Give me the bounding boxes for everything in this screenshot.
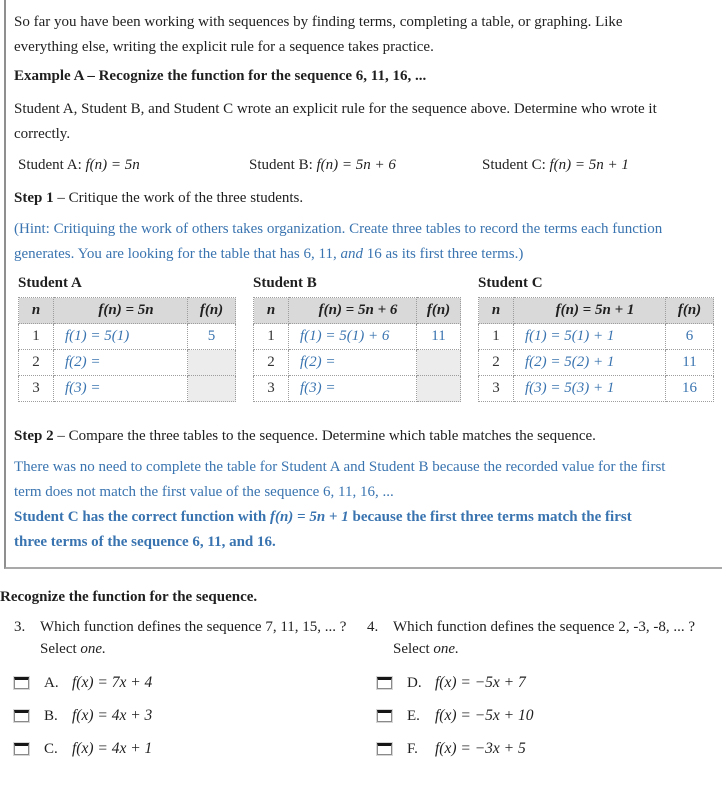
table-header-row: [479, 298, 714, 324]
question-3-text-line: [14, 616, 354, 638]
option-a: [14, 672, 354, 694]
student-b-formula: f(n) = 5n + 6: [316, 157, 396, 173]
exercise-section-heading: Recognize the function for the sequence.: [0, 589, 258, 605]
cell-fn: 16: [666, 376, 714, 402]
cell-fn-empty: [188, 350, 236, 376]
option-e-letter: E.: [407, 707, 420, 724]
option-b: [14, 705, 354, 727]
checkbox-icon[interactable]: [14, 677, 29, 689]
option-e: [377, 705, 534, 727]
task-line-2: correctly.: [14, 126, 71, 142]
header-fn: f(n): [188, 298, 236, 324]
cell-fn-empty: [188, 376, 236, 402]
student-c-label: Student C:: [482, 157, 550, 173]
student-c-table: [478, 297, 714, 402]
hint-paragraph: [14, 217, 714, 267]
student-a-formula: f(n) = 5n: [85, 157, 140, 173]
question-4: [354, 616, 695, 660]
student-c-table-title: Student C: [478, 275, 543, 291]
questions-row: [0, 616, 722, 660]
option-c-formula: f(x) = 4x + 1: [72, 740, 153, 757]
select-one-label: one.: [80, 641, 106, 657]
cell-fn: 5: [188, 324, 236, 350]
cell-rule: f(2) =: [54, 350, 188, 376]
question-3-text: Which function defines the sequence 7, 11, 15, ... ?: [40, 619, 347, 635]
student-b-table: [253, 297, 461, 402]
cell-fn: 11: [666, 350, 714, 376]
question-4-select-line: [367, 638, 695, 660]
question-4-text-line: [367, 616, 695, 638]
table-row: [479, 324, 714, 350]
step-1-heading: [14, 186, 714, 211]
table-row: [19, 324, 236, 350]
cell-rule: f(2) = 5(2) + 1: [514, 350, 666, 376]
header-fn: f(n): [666, 298, 714, 324]
conclusion-line-1: [14, 505, 714, 530]
option-e-formula: f(x) = −5x + 10: [435, 707, 534, 724]
student-b-rule: [249, 153, 482, 178]
cell-fn: 11: [417, 324, 461, 350]
table-row: [479, 376, 714, 402]
step-1-text: – Critique the work of the three students.: [53, 190, 304, 206]
table-header-row: [19, 298, 236, 324]
option-a-letter: A.: [44, 674, 59, 691]
cell-n: 3: [254, 376, 289, 402]
student-c-rule: [482, 153, 629, 178]
header-rule: f(n) = 5n: [54, 298, 188, 324]
step-2-label: Step 2: [14, 428, 54, 444]
header-n: n: [479, 298, 514, 324]
cell-n: 1: [479, 324, 514, 350]
cell-rule: f(2) =: [289, 350, 417, 376]
student-b-table-block: [253, 273, 461, 402]
checkbox-icon[interactable]: [14, 710, 29, 722]
select-one-label: one.: [433, 641, 459, 657]
option-f: [377, 738, 534, 760]
student-a-table-block: [18, 273, 236, 402]
hint-line-2: [14, 242, 714, 267]
cell-fn-empty: [417, 350, 461, 376]
select-label: Select: [40, 641, 81, 657]
step-2-text: – Compare the three tables to the sequence. Determine which table matches the sequence.: [53, 428, 596, 444]
example-panel: [4, 0, 722, 569]
table-header-row: [254, 298, 461, 324]
cell-n: 1: [254, 324, 289, 350]
question-3-number: 3.: [14, 619, 26, 635]
example-a-heading: Example A – Recognize the function for the sequence 6, 11, 16, ...: [14, 68, 427, 84]
student-tables-row: [14, 273, 714, 402]
cell-n: 3: [19, 376, 54, 402]
intro-line-1: So far you have been working with sequences by finding terms, completing a table, or graphing. Like: [14, 14, 623, 30]
cell-n: 2: [19, 350, 54, 376]
table-row: [19, 376, 236, 402]
question-3-select-line: [14, 638, 354, 660]
option-b-formula: f(x) = 4x + 3: [72, 707, 153, 724]
cell-n: 1: [19, 324, 54, 350]
cell-rule: f(1) = 5(1): [54, 324, 188, 350]
checkbox-icon[interactable]: [377, 743, 392, 755]
option-a-formula: f(x) = 7x + 4: [72, 674, 153, 691]
option-b-letter: B.: [44, 707, 58, 724]
note-paragraph: [14, 455, 714, 505]
header-n: n: [254, 298, 289, 324]
checkbox-icon[interactable]: [377, 710, 392, 722]
hint-line-2-pre: generates. You are looking for the table that has 6, 11,: [14, 246, 341, 262]
note-line-1: There was no need to complete the table for Student A and Student B because the recorded value for the first: [14, 459, 666, 475]
student-rules-row: [14, 153, 714, 178]
question-3-options: [0, 672, 354, 771]
option-c: [14, 738, 354, 760]
step-1-label: Step 1: [14, 190, 54, 206]
cell-rule: f(1) = 5(1) + 6: [289, 324, 417, 350]
option-d: [377, 672, 534, 694]
question-3: [0, 616, 354, 660]
table-row: [254, 324, 461, 350]
option-f-letter: F.: [407, 740, 418, 757]
note-line-2: term does not match the first value of the sequence 6, 11, 16, ...: [14, 484, 394, 500]
cell-rule: f(3) =: [54, 376, 188, 402]
student-b-label: Student B:: [249, 157, 317, 173]
task-paragraph: [14, 97, 714, 147]
student-c-table-block: [478, 273, 714, 402]
student-b-table-title: Student B: [253, 275, 317, 291]
header-rule: f(n) = 5n + 1: [514, 298, 666, 324]
hint-line-1: (Hint: Critiquing the work of others takes organization. Create three tables to record the terms each function: [14, 221, 663, 237]
conclusion-pre: Student C has the correct function with: [14, 509, 270, 525]
task-line-1: Student A, Student B, and Student C wrote an explicit rule for the sequence above. Determine who wrote it: [14, 101, 657, 117]
cell-fn: 6: [666, 324, 714, 350]
conclusion-formula: f(n) = 5n + 1: [269, 509, 349, 525]
option-f-formula: f(x) = −3x + 5: [435, 740, 526, 757]
header-fn: f(n): [417, 298, 461, 324]
step-2-heading: [14, 424, 714, 449]
question-4-options: [354, 672, 534, 771]
header-rule: f(n) = 5n + 6: [289, 298, 417, 324]
hint-line-2-post: 16 as its first three terms.): [362, 246, 524, 262]
question-4-number: 4.: [367, 619, 379, 635]
question-4-text: Which function defines the sequence 2, -3, -8, ... ?: [393, 619, 695, 635]
cell-n: 2: [254, 350, 289, 376]
cell-n: 2: [479, 350, 514, 376]
student-a-rule: [14, 153, 249, 178]
student-a-label: Student A:: [18, 157, 86, 173]
student-c-formula: f(n) = 5n + 1: [549, 157, 629, 173]
student-a-table-title: Student A: [18, 275, 82, 291]
answer-options-row: [0, 672, 722, 771]
cell-rule: f(1) = 5(1) + 1: [514, 324, 666, 350]
table-row: [19, 350, 236, 376]
option-c-letter: C.: [44, 740, 58, 757]
option-d-formula: f(x) = −5x + 7: [435, 674, 526, 691]
header-n: n: [19, 298, 54, 324]
cell-n: 3: [479, 376, 514, 402]
conclusion-paragraph: [14, 505, 714, 555]
cell-fn-empty: [417, 376, 461, 402]
cell-rule: f(3) =: [289, 376, 417, 402]
student-a-table: [18, 297, 236, 402]
table-row: [479, 350, 714, 376]
hint-line-2-and: and: [340, 246, 363, 262]
checkbox-icon[interactable]: [377, 677, 392, 689]
select-label: Select: [393, 641, 434, 657]
intro-line-2: everything else, writing the explicit rule for a sequence takes practice.: [14, 39, 434, 55]
checkbox-icon[interactable]: [14, 743, 29, 755]
conclusion-line-2: three terms of the sequence 6, 11, and 16.: [14, 534, 276, 550]
table-row: [254, 350, 461, 376]
intro-paragraph: [14, 10, 714, 60]
conclusion-post: because the first three terms match the first: [348, 509, 632, 525]
table-row: [254, 376, 461, 402]
option-d-letter: D.: [407, 674, 422, 691]
cell-rule: f(3) = 5(3) + 1: [514, 376, 666, 402]
